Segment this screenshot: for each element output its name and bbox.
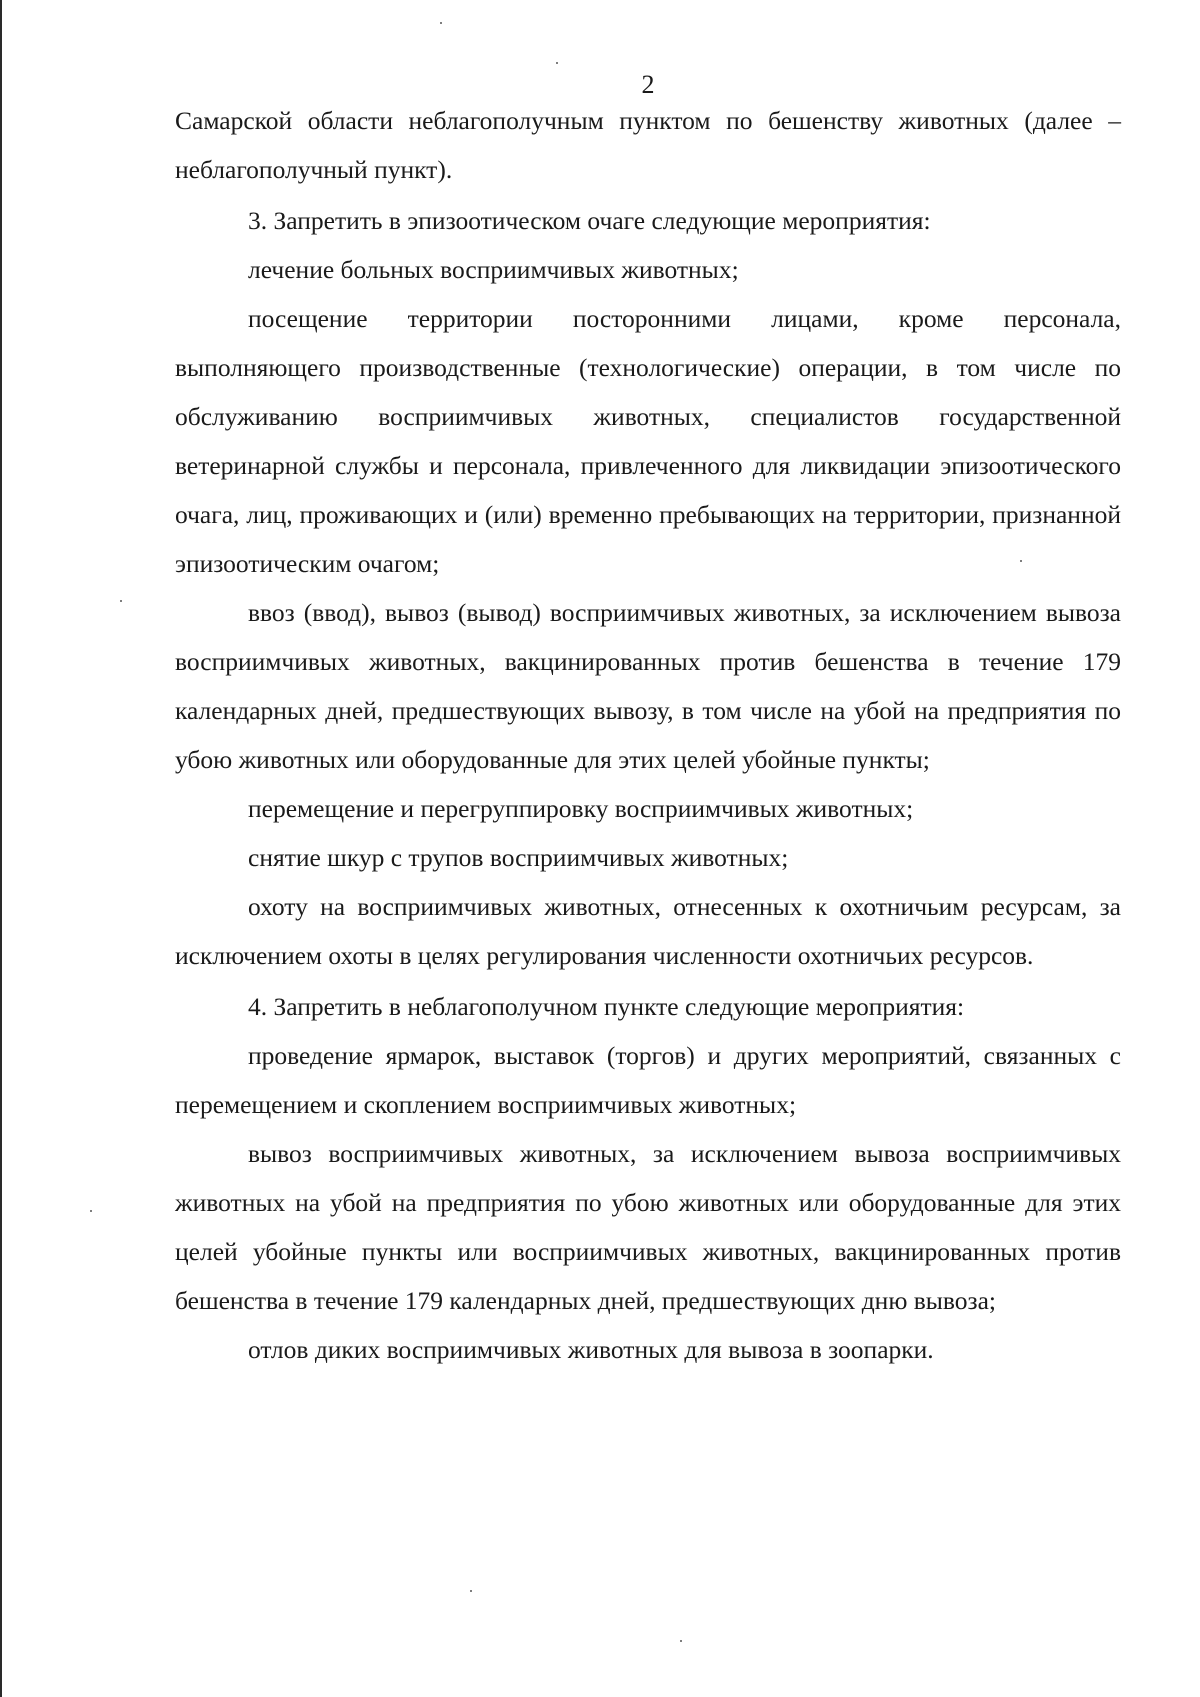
- paragraph-regrouping: перемещение и перегруппировку восприимчивых животных;: [248, 794, 914, 823]
- paragraph-fairs: проведение ярмарок, выставок (торгов) и других мероприятий, связанных с перемещением и скоплением восприимчивых животных;: [175, 1041, 1121, 1119]
- paragraph-item-3: 3. Запретить в эпизоотическом очаге следующие мероприятия:: [248, 206, 931, 235]
- scan-speck: [120, 600, 122, 602]
- paragraph-item-4: 4. Запретить в неблагополучном пункте следующие мероприятия:: [248, 992, 965, 1021]
- paragraph-skins: снятие шкур с трупов восприимчивых животных;: [248, 843, 789, 872]
- paragraph-capture: отлов диких восприимчивых животных для вывоза в зоопарки.: [248, 1335, 934, 1364]
- paragraph-visits: посещение территории посторонними лицами, кроме персонала, выполняющего производственные (технологические) операции, в том числе по обслуживанию восприимчивых животных, специалистов государственной ветеринарной службы и персонала, привлеченного для ликвидации эпизоотического очага, лиц, проживающих и (или) временно пребывающих на территории, признанной эпизоотическим очагом;: [175, 304, 1121, 578]
- scan-speck: [90, 1210, 92, 1212]
- scan-speck: [470, 1590, 472, 1592]
- paragraph-continuation: Самарской области неблагополучным пунктом по бешенству животных (далее – неблагополучный пункт).: [175, 106, 1121, 184]
- scan-edge: [0, 0, 2, 1697]
- scan-speck: [556, 62, 558, 64]
- paragraph-removal: вывоз восприимчивых животных, за исключением вывоза восприимчивых животных на убой на предприятия по убою животных или оборудованные для этих целей убойные пункты или восприимчивых животных, вакцинированных против бешенства в течение 179 календарных дней, предшествующих дню вывоза;: [175, 1139, 1121, 1315]
- scan-speck: [440, 22, 442, 24]
- document-body: [175, 96, 1121, 1374]
- page-number: 2: [641, 70, 655, 99]
- paragraph-hunting: охоту на восприимчивых животных, отнесенных к охотничьим ресурсам, за исключением охоты в целях регулирования численности охотничьих ресурсов.: [175, 892, 1121, 970]
- scan-speck: [680, 1640, 682, 1642]
- paragraph-import-export: ввоз (ввод), вывоз (вывод) восприимчивых животных, за исключением вывоза восприимчивых животных, вакцинированных против бешенства в течение 179 календарных дней, предшествующих вывозу, в том числе на убой на предприятия по убою животных или оборудованные для этих целей убойные пункты;: [175, 598, 1121, 774]
- paragraph-treatment: лечение больных восприимчивых животных;: [248, 255, 739, 284]
